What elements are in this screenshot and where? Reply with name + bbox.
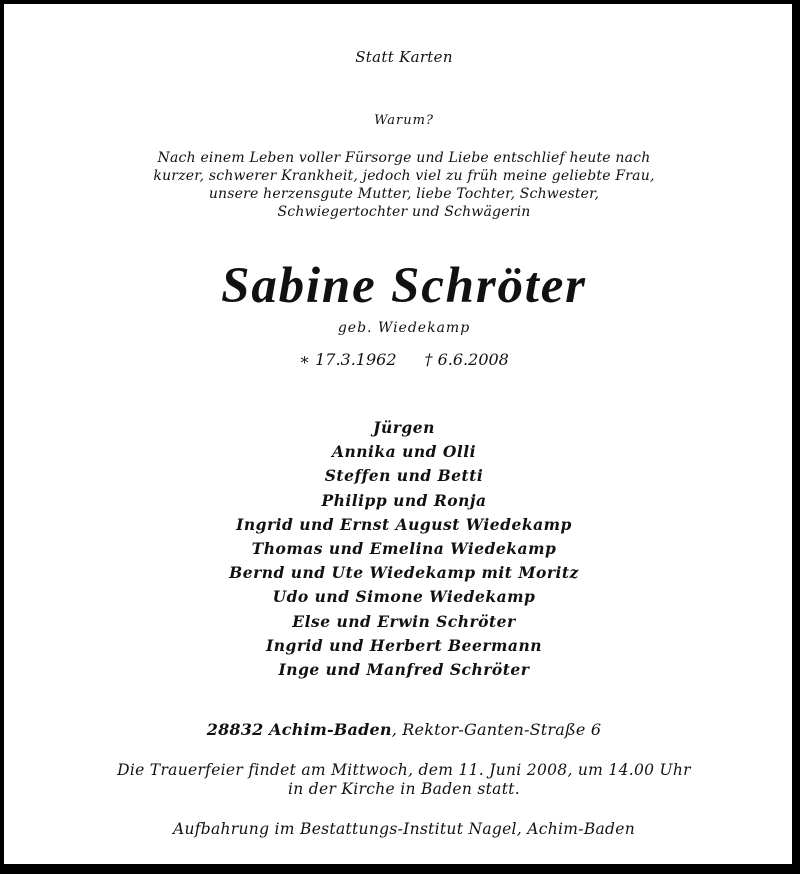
birth-date: ∗ 17.3.1962 [299,350,397,369]
intro-line: Nach einem Leben voller Fürsorge und Liebe entschlief heute nach [157,150,651,166]
mourner-line: Thomas und Emelina Wiedekamp [251,539,557,559]
life-dates [4,350,800,369]
intro-text [4,149,800,221]
question-line: Warum? [374,113,434,128]
mourner-line: Else und Erwin Schröter [292,611,516,631]
ceremony-line: in der Kirche in Baden statt. [287,780,521,798]
mourners-list [4,416,800,682]
ceremony-line: Die Trauerfeier findet am Mittwoch, dem 11. Juni 2008, um 14.00 Uhr [117,761,691,779]
notice-header: Statt Karten [355,48,453,66]
intro-line: unsere herzensgute Mutter, liebe Tochter, Schwester, [208,186,600,202]
ceremony-info [4,761,800,799]
address-street: , Rektor-Ganten-Straße 6 [391,720,602,739]
mourner-line: Jürgen [373,418,435,437]
death-date: † 6.6.2008 [424,350,509,369]
intro-line: Schwiegertochter und Schwägerin [277,204,531,220]
family-address [4,720,800,739]
mourner-line: Philipp und Ronja [321,490,487,510]
mourner-line: Ingrid und Herbert Beermann [266,635,542,655]
deceased-name: Sabine Schröter [221,258,587,314]
mourner-line: Bernd und Ute Wiedekamp mit Moritz [229,563,579,583]
viewing-info: Aufbahrung im Bestattungs-Institut Nagel, Achim-Baden [172,820,636,838]
mourner-line: Annika und Olli [331,442,477,462]
mourner-line: Ingrid und Ernst August Wiedekamp [236,514,572,534]
mourner-line: Steffen und Betti [324,466,484,486]
mourner-line: Udo und Simone Wiedekamp [272,587,536,607]
mourner-line: Inge und Manfred Schröter [278,660,530,680]
intro-line: kurzer, schwerer Krankheit, jedoch viel zu früh meine geliebte Frau, [153,168,655,184]
maiden-name: geb. Wiedekamp [337,320,471,336]
address-city: 28832 Achim-Baden [206,720,392,739]
